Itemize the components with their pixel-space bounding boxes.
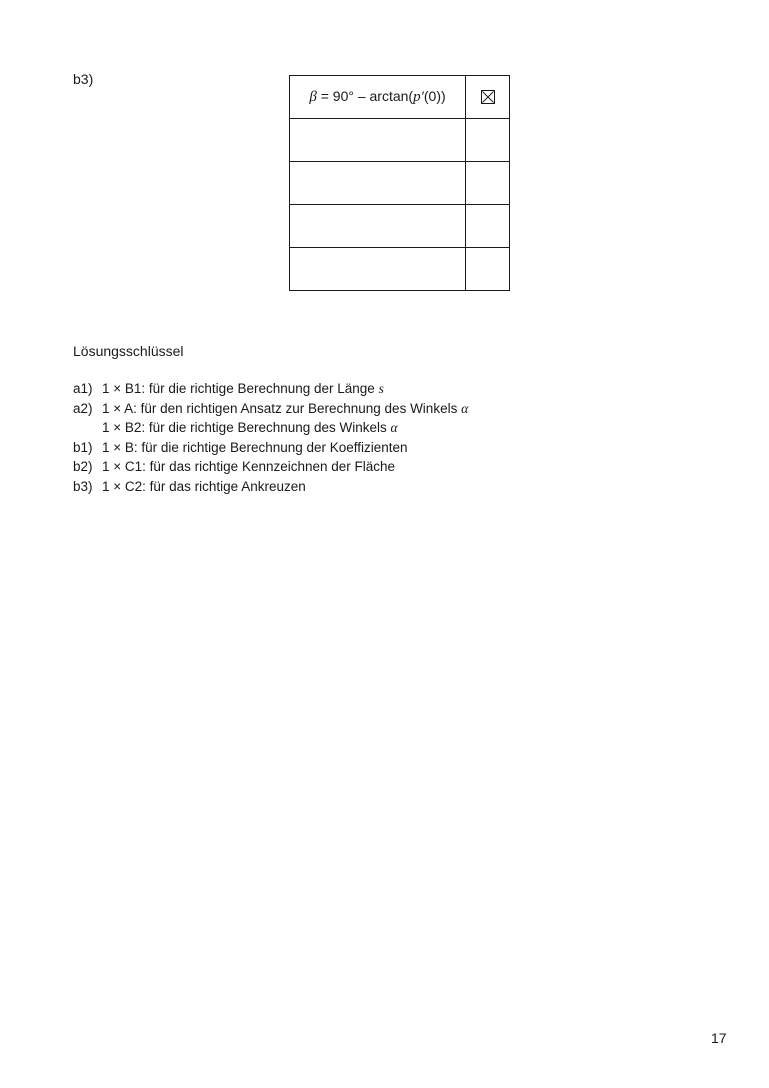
answer-option	[290, 162, 466, 205]
answer-checkbox-cell[interactable]	[466, 76, 510, 119]
answer-row	[290, 205, 510, 248]
solution-key-variable: α	[461, 400, 469, 416]
answer-checkbox-cell[interactable]	[466, 119, 510, 162]
solution-key-id: b1)	[73, 439, 93, 455]
option-variable: p′	[413, 89, 424, 105]
answer-option	[290, 205, 466, 248]
answer-checkbox-cell[interactable]	[466, 248, 510, 291]
solution-key-text	[102, 379, 384, 399]
solution-key-id: b2)	[73, 459, 93, 475]
solution-key-description: 1 × C2: für das richtige Ankreuzen	[102, 478, 306, 494]
answer-option	[290, 76, 466, 119]
answer-checkbox-cell[interactable]	[466, 162, 510, 205]
solution-key-description: 1 × B2: für die richtige Berechnung des Winkels	[102, 420, 391, 436]
solution-key-item	[73, 418, 468, 438]
answer-table	[289, 75, 510, 291]
solution-key-description: 1 × C1: für das richtige Kennzeichnen der Fläche	[102, 459, 396, 475]
option-text: = 90° – arctan(	[316, 88, 414, 104]
solution-key-item	[73, 477, 468, 497]
solution-key-description: 1 × A: für den richtigen Ansatz zur Berechnung des Winkels	[102, 400, 462, 416]
solution-key-item	[73, 399, 468, 419]
page-number: 17	[711, 1030, 727, 1046]
solution-key-list	[73, 379, 468, 497]
option-symbol: β	[309, 89, 317, 105]
solution-key-text	[102, 438, 408, 458]
solution-key-text	[102, 457, 395, 477]
cross-icon	[482, 91, 494, 103]
option-text-end: (0))	[423, 88, 446, 104]
solution-key-variable: α	[390, 420, 398, 436]
solution-key-text	[102, 418, 398, 438]
solution-key-id: a2)	[73, 400, 93, 416]
solution-key-id: b3)	[73, 478, 93, 494]
solution-key-id	[73, 418, 102, 438]
answer-checkbox-cell[interactable]	[466, 205, 510, 248]
solution-key-description: 1 × B1: für die richtige Berechnung der Länge	[102, 381, 379, 396]
solution-key-item	[73, 379, 468, 399]
solution-key-heading: Lösungsschlüssel	[73, 343, 184, 359]
answer-row	[290, 248, 510, 291]
solution-key-item	[73, 457, 468, 477]
solution-key-description: 1 × B: für die richtige Berechnung der Koeffizienten	[102, 439, 408, 455]
solution-key-id: a1)	[73, 381, 93, 396]
answer-row	[290, 162, 510, 205]
section-label-b3: b3)	[73, 71, 94, 87]
answer-row	[290, 119, 510, 162]
solution-key-variable: s	[378, 381, 384, 396]
checked-box-icon[interactable]	[481, 90, 495, 104]
answer-option	[290, 248, 466, 291]
solution-key-text	[102, 477, 306, 497]
solution-key-item	[73, 438, 468, 458]
answer-row	[290, 76, 510, 119]
solution-key-text	[102, 399, 468, 419]
answer-option	[290, 119, 466, 162]
